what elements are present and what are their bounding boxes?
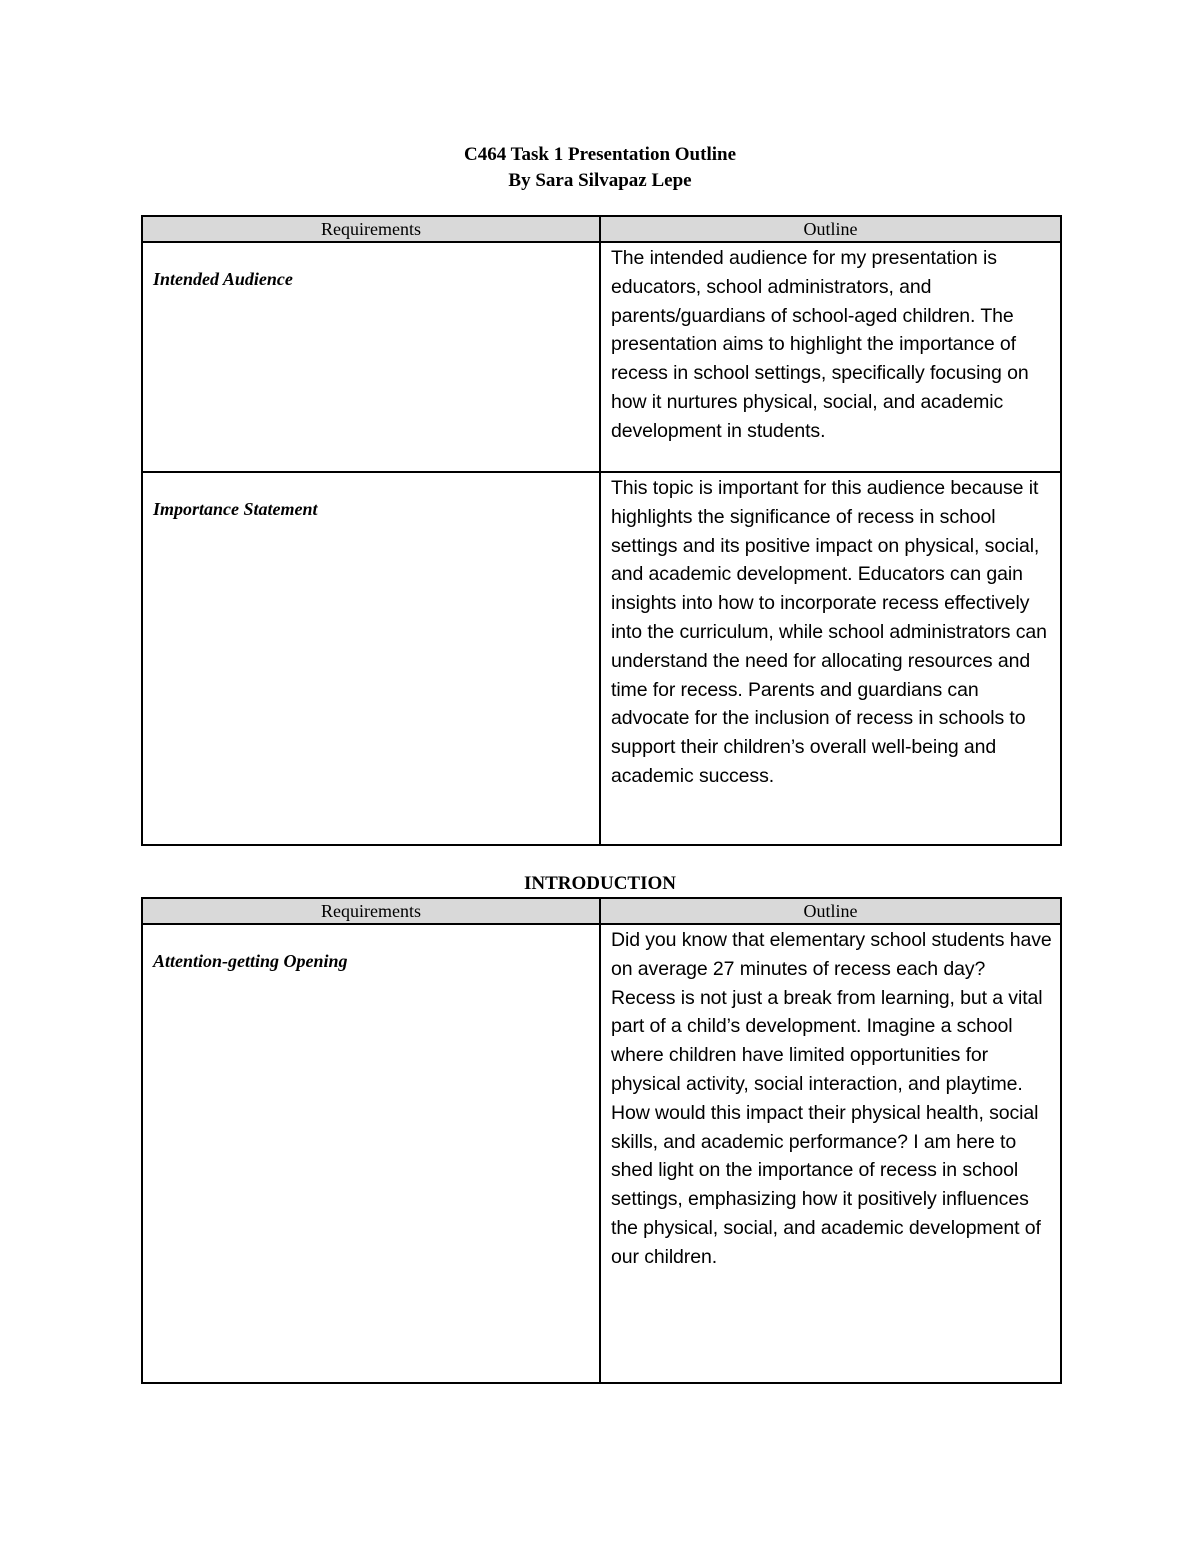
outline-text-importance-statement: This topic is important for this audience because it highlights the significance of recess in school settings and its positive impact on physical, social, and academic development. Educators can gain insights into how to incorporate recess effectively into the curriculum, while school administrators can understand the need for allocating resources and time for recess. Parents and guardians can advocate for the inclusion of recess in schools to support their children’s overall well-being and academic success. xyxy=(611,477,1047,787)
outline-text-attention-getting-opening: Did you know that elementary school students have on average 27 minutes of recess each day? Recess is not just a break from learning, but a vital part of a child’s development. Imagine a school where children have limited opportunities for physical activity, social interaction, and playtime. How would this impact their physical health, social skills, and academic performance? I am here to shed light on the importance of recess in school settings, emphasizing how it positively influences the physical, social, and academic development of our children. xyxy=(611,929,1052,1268)
section-heading-introduction: INTRODUCTION xyxy=(523,873,677,894)
outline-table-overview xyxy=(141,215,1062,846)
requirement-label-intended-audience: Intended Audience xyxy=(153,269,293,289)
requirement-cell xyxy=(142,472,600,845)
outline-text-intended-audience: The intended audience for my presentation is educators, school administrators, and parents/guardians of school-aged children. The presentation aims to highlight the importance of recess in school settings, specifically focusing on how it nurtures physical, social, and academic development in students. xyxy=(611,247,1029,442)
column-header-requirements: Requirements xyxy=(142,216,600,242)
table-row xyxy=(142,924,1061,1383)
table-header-row xyxy=(142,898,1061,924)
document-title: C464 Task 1 Presentation Outline xyxy=(463,144,737,165)
requirement-cell xyxy=(142,924,600,1383)
outline-table-introduction xyxy=(141,897,1062,1384)
outline-cell xyxy=(600,472,1061,845)
requirement-cell xyxy=(142,242,600,472)
table-row xyxy=(142,472,1061,845)
table-row xyxy=(142,242,1061,472)
column-header-outline: Outline xyxy=(600,898,1061,924)
column-header-requirements: Requirements xyxy=(142,898,600,924)
requirement-label-attention-getting-opening: Attention-getting Opening xyxy=(153,951,348,971)
column-header-outline: Outline xyxy=(600,216,1061,242)
requirement-label-importance-statement: Importance Statement xyxy=(153,499,318,519)
outline-cell xyxy=(600,242,1061,472)
document-author: By Sara Silvapaz Lepe xyxy=(508,170,692,191)
outline-cell xyxy=(600,924,1061,1383)
table-header-row xyxy=(142,216,1061,242)
